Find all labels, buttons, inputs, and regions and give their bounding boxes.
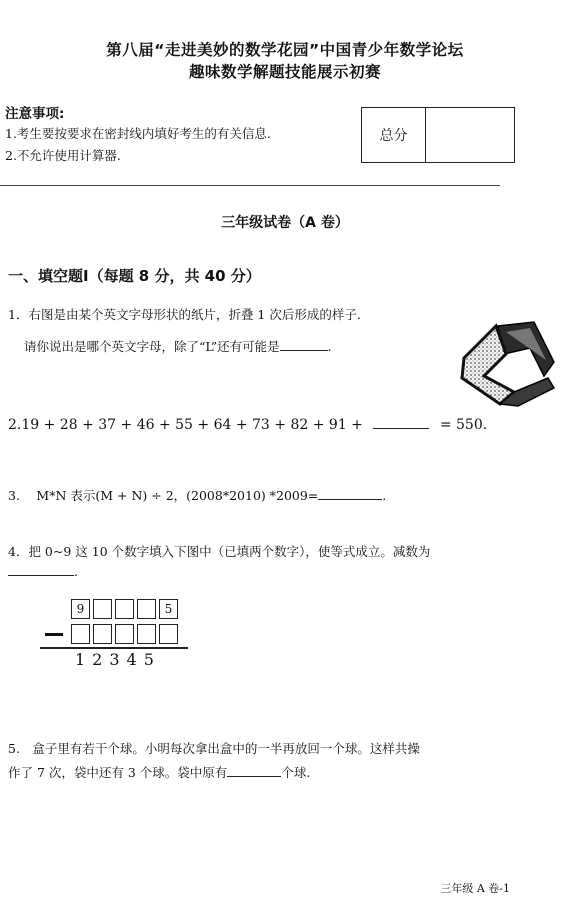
- subtraction-result: 12345: [75, 650, 161, 669]
- q5-suffix: 个球.: [281, 765, 311, 780]
- q1-line1: 1．右图是由某个英文字母形状的纸片，折叠 1 次后形成的样子.: [8, 307, 361, 322]
- q3-period: .: [382, 488, 387, 503]
- digit-box-bottom-4[interactable]: [137, 624, 156, 644]
- q1-line2: [24, 337, 332, 355]
- total-score-field[interactable]: [426, 108, 514, 162]
- digit-box-top-3[interactable]: [115, 599, 134, 619]
- subtraction-line: [40, 647, 188, 649]
- q3-expression: 3. M*N 表示(M + N) ÷ 2，(2008*2010) *2009=: [8, 488, 319, 503]
- q2-line: [8, 417, 487, 433]
- q5-line1: 5. 盒子里有若干个球。小明每次拿出盒中的一半再放回一个球。这样共操: [8, 741, 420, 756]
- q4-answer-blank[interactable]: [8, 575, 74, 576]
- q1-answer-blank[interactable]: [280, 350, 328, 351]
- digit-box-bottom-5[interactable]: [159, 624, 178, 644]
- digit-box-top-4[interactable]: [137, 599, 156, 619]
- q2-answer-blank[interactable]: [373, 428, 429, 429]
- q5-prompt: 作了 7 次，袋中还有 3 个球。袋中原有: [8, 765, 228, 780]
- digit-box-top-1: 9: [71, 599, 90, 619]
- digit-box-top-2[interactable]: [93, 599, 112, 619]
- total-score-label: 总分: [362, 108, 426, 162]
- q3-answer-blank[interactable]: [318, 499, 382, 500]
- exam-title-line1: 第八届“走进美妙的数学花园”中国青少年数学论坛: [106, 41, 464, 59]
- note-item-1: 1.考生要按要求在密封线内填好考生的有关信息.: [5, 126, 271, 141]
- folded-letter-figure: [458, 318, 558, 408]
- q5-line2: [8, 763, 310, 781]
- digit-box-bottom-2[interactable]: [93, 624, 112, 644]
- paper-title: 三年级试卷（A 卷）: [221, 215, 349, 231]
- q3-line: [8, 486, 386, 504]
- q4-line2: [8, 564, 78, 579]
- q4-period: .: [74, 564, 78, 579]
- section-1-title: 一、填空题Ⅰ（每题 8 分，共 40 分）: [8, 267, 261, 285]
- q1-prompt: 请你说出是哪个英文字母，除了“L”还有可能是: [24, 339, 280, 354]
- minus-sign: [45, 633, 63, 636]
- total-score-box: [361, 107, 515, 163]
- digit-box-top-5: 5: [159, 599, 178, 619]
- digit-box-bottom-3[interactable]: [115, 624, 134, 644]
- exam-title-line2: 趣味数学解题技能展示初赛: [188, 63, 381, 81]
- digit-box-bottom-1[interactable]: [71, 624, 90, 644]
- seal-line: [0, 185, 500, 186]
- q5-answer-blank[interactable]: [227, 776, 281, 777]
- q2-expression: 2.19 + 28 + 37 + 46 + 55 + 64 + 73 + 82 + 91 +: [8, 417, 363, 433]
- q4-line1: 4．把 0~9 这 10 个数字填入下图中（已填两个数字），使等式成立。减数为: [8, 544, 431, 559]
- q1-period: .: [327, 339, 332, 354]
- note-item-2: 2.不允许使用计算器.: [5, 148, 121, 163]
- q2-result: = 550.: [439, 417, 488, 433]
- notes-heading: 注意事项:: [5, 106, 65, 122]
- page-footer: 三年级 A 卷-1: [440, 882, 510, 895]
